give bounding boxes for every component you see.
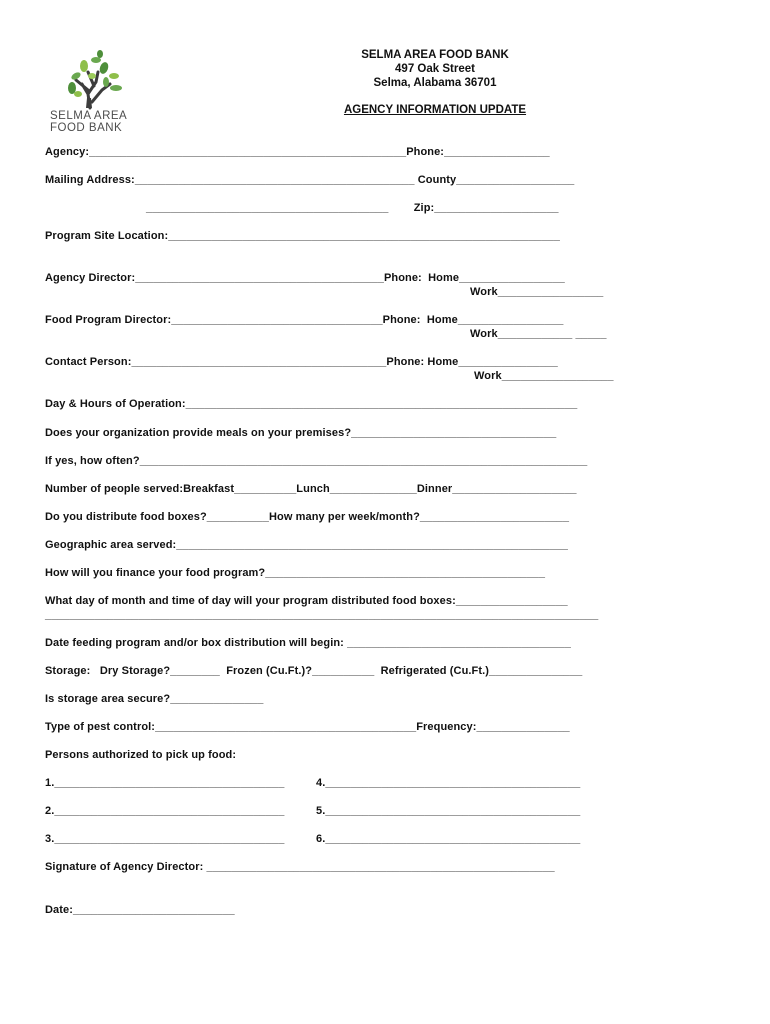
mailing-address-line2-field[interactable]: _______________________________________ Zip:____________________ (146, 202, 559, 214)
contact-person-field[interactable]: Contact Person:_________________________________________Phone: Home________________ (45, 356, 558, 368)
distribution-day-field[interactable]: What day of month and time of day will your program distributed food boxes:__________________ (45, 595, 568, 607)
food-director-work-phone[interactable]: Work____________ _____ (470, 328, 607, 340)
authorized-person-3[interactable]: 3._____________________________________ (45, 833, 285, 845)
authorized-person-6[interactable]: 6._________________________________________ (316, 833, 581, 845)
logo-line-1: SELMA AREA (50, 110, 128, 122)
how-often-field[interactable]: If yes, how often?________________________________________________________________________ (45, 455, 588, 467)
authorized-person-4[interactable]: 4._________________________________________ (316, 777, 581, 789)
finance-field[interactable]: How will you finance your food program?_____________________________________________ (45, 567, 546, 579)
agency-field[interactable]: Agency:___________________________________________________Phone:_________________ (45, 146, 550, 158)
authorized-person-1[interactable]: 1._____________________________________ (45, 777, 285, 789)
hours-of-operation-field[interactable]: Day & Hours of Operation:_______________________________________________________________ (45, 398, 578, 410)
date-field[interactable]: Date:__________________________ (45, 904, 235, 916)
geographic-area-field[interactable]: Geographic area served:_______________________________________________________________ (45, 539, 569, 551)
food-boxes-field[interactable]: Do you distribute food boxes?__________How many per week/month?________________________ (45, 511, 570, 523)
agency-director-field[interactable]: Agency Director:________________________________________Phone: Home_________________ (45, 272, 565, 284)
director-signature-field[interactable]: Signature of Agency Director: ________________________________________________________ (45, 861, 555, 873)
org-address-block (300, 48, 570, 90)
distribution-day-line2[interactable]: _________________________________________________________________________________________ (45, 609, 599, 621)
pest-control-field[interactable]: Type of pest control:__________________________________________Frequency:_______________ (45, 721, 570, 733)
logo-text (50, 110, 140, 134)
agency-director-work-phone[interactable]: Work_________________ (470, 286, 604, 298)
people-served-field[interactable]: Number of people served:Breakfast__________Lunch______________Dinner____________________ (45, 483, 577, 495)
food-program-director-field[interactable]: Food Program Director:__________________________________Phone: Home_________________ (45, 314, 564, 326)
org-city: Selma, Alabama 36701 (373, 77, 497, 89)
storage-field[interactable]: Storage: Dry Storage?________ Frozen (Cu.Ft.)?__________ Refrigerated (Cu.Ft.)_______________ (45, 665, 583, 677)
mailing-address-field[interactable]: Mailing Address:_____________________________________________ County___________________ (45, 174, 575, 186)
meals-on-premises-field[interactable]: Does your organization provide meals on your premises?_________________________________ (45, 427, 557, 439)
storage-secure-field[interactable]: Is storage area secure?_______________ (45, 693, 264, 705)
org-street: 497 Oak Street (395, 63, 475, 75)
authorized-persons-label: Persons authorized to pick up food: (45, 749, 237, 761)
authorized-person-2[interactable]: 2._____________________________________ (45, 805, 285, 817)
authorized-person-5[interactable]: 5._________________________________________ (316, 805, 581, 817)
form-title: AGENCY INFORMATION UPDATE (343, 104, 527, 116)
org-name: SELMA AREA FOOD BANK (361, 49, 509, 61)
start-date-field[interactable]: Date feeding program and/or box distribution will begin: ____________________________________ (45, 637, 571, 649)
logo-line-2: FOOD BANK (50, 122, 123, 134)
contact-work-phone[interactable]: Work__________________ (474, 370, 614, 382)
program-site-field[interactable]: Program Site Location:_______________________________________________________________ (45, 230, 560, 242)
